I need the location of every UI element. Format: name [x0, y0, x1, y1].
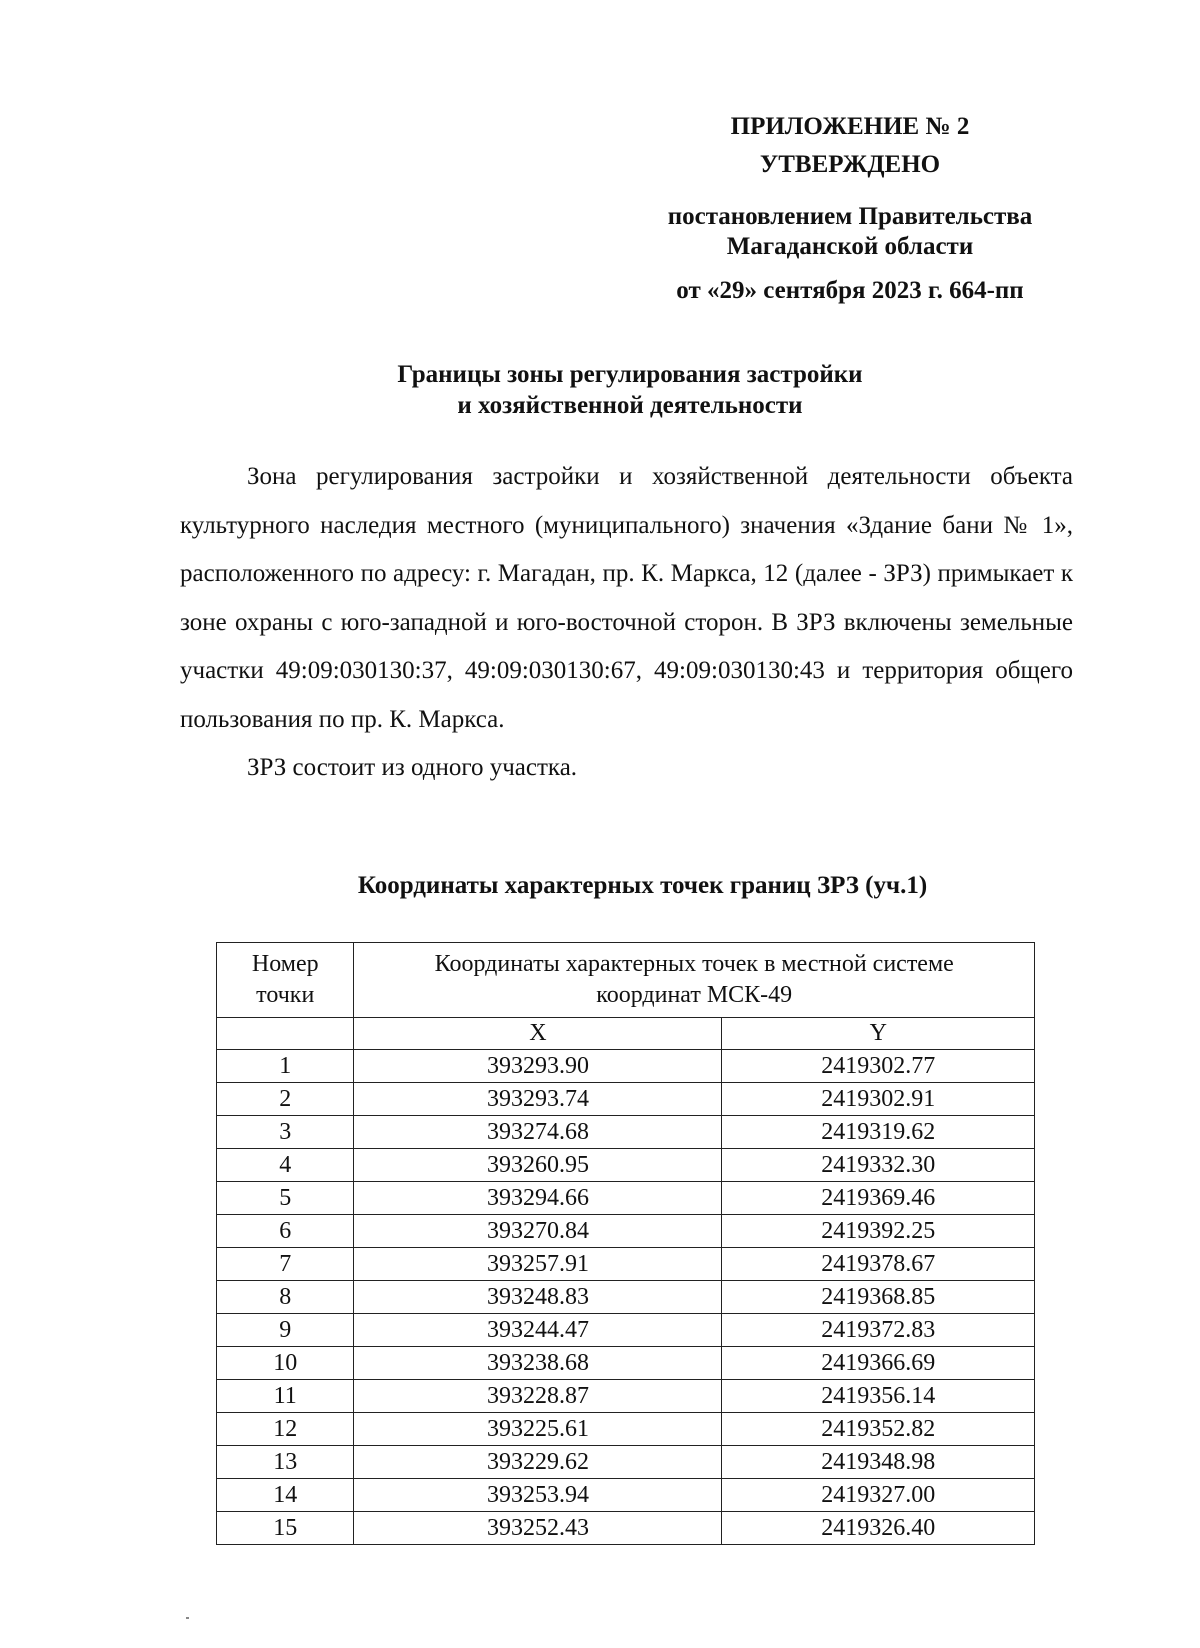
table-row [217, 1281, 1035, 1314]
y-coordinate-cell: 2419352.82 [722, 1413, 1035, 1446]
point-number-cell: 9 [217, 1314, 354, 1347]
x-coordinate-cell: 393229.62 [354, 1446, 722, 1479]
x-coordinate-cell: 393253.94 [354, 1479, 722, 1512]
table-row [217, 1347, 1035, 1380]
y-coordinate-cell: 2419302.91 [722, 1083, 1035, 1116]
y-coordinate-cell: 2419369.46 [722, 1182, 1035, 1215]
x-coordinate-cell: 393225.61 [354, 1413, 722, 1446]
x-coordinate-cell: 393238.68 [354, 1347, 722, 1380]
point-number-cell: 2 [217, 1083, 354, 1116]
appendix-number: ПРИЛОЖЕНИЕ № 2 [730, 113, 970, 140]
x-coordinate-cell: 393274.68 [354, 1116, 722, 1149]
point-number-cell: 5 [217, 1182, 354, 1215]
y-coordinate-cell: 2419356.14 [722, 1380, 1035, 1413]
point-number-cell: 4 [217, 1149, 354, 1182]
decree-date: от «29» сентября 2023 г. 664-пп [676, 277, 1024, 304]
y-coordinate-cell: 2419366.69 [722, 1347, 1035, 1380]
point-number-cell: 7 [217, 1248, 354, 1281]
header-point-number [217, 943, 354, 1018]
scan-speck [186, 1617, 189, 1619]
table-row [217, 1248, 1035, 1281]
table-title: Координаты характерных точек границ ЗРЗ (уч.1) [357, 872, 928, 899]
y-coordinate-cell: 2419302.77 [722, 1050, 1035, 1083]
x-coordinate-cell: 393244.47 [354, 1314, 722, 1347]
y-coordinate-cell: 2419332.30 [722, 1149, 1035, 1182]
table-row [217, 1446, 1035, 1479]
y-coordinate-cell: 2419348.98 [722, 1446, 1035, 1479]
table-row [217, 1512, 1035, 1545]
point-number-cell: 14 [217, 1479, 354, 1512]
x-coordinate-cell: 393248.83 [354, 1281, 722, 1314]
decree-line-1: постановлением Правительства [667, 203, 1033, 230]
approved-label: УТВЕРЖДЕНО [759, 151, 941, 178]
document-title [200, 359, 1060, 421]
y-coordinate-cell: 2419372.83 [722, 1314, 1035, 1347]
table-row [217, 1314, 1035, 1347]
title-line-2: и хозяйственной деятельности [457, 392, 803, 419]
y-coordinate-cell: 2419327.00 [722, 1479, 1035, 1512]
table-header-row [217, 943, 1035, 1018]
x-coordinate-cell: 393257.91 [354, 1248, 722, 1281]
y-coordinate-cell: 2419392.25 [722, 1215, 1035, 1248]
y-coordinate-cell: 2419368.85 [722, 1281, 1035, 1314]
point-number-cell: 10 [217, 1347, 354, 1380]
table-row [217, 1116, 1035, 1149]
table-row [217, 1413, 1035, 1446]
point-number-cell: 6 [217, 1215, 354, 1248]
x-coordinate-cell: 393294.66 [354, 1182, 722, 1215]
header-empty-cell [217, 1018, 354, 1050]
title-line-1: Границы зоны регулирования застройки [397, 361, 863, 388]
paragraph-description: Зона регулирования застройки и хозяйственной деятельности объекта культурного наследия местного (муниципального) значения «Здание бани № 1», расположенного по адресу: г. Магадан, пр. К. Маркса, 12 (далее - ЗРЗ) примыкает к зоне охраны с юго-западной и юго-восточной сторон. В ЗРЗ включены земельные участки 49:09:030130:37, 49:09:030130:67, 49:09:030130:43 и территория общего пользования по пр. К. Маркса. [180, 463, 1073, 733]
point-number-cell: 8 [217, 1281, 354, 1314]
x-coordinate-cell: 393252.43 [354, 1512, 722, 1545]
decree-line-2: Магаданской области [726, 233, 974, 260]
table-row [217, 1149, 1035, 1182]
paragraph-summary: ЗРЗ состоит из одного участка. [247, 754, 578, 781]
coordinates-table [216, 942, 1035, 1545]
y-coordinate-cell: 2419378.67 [722, 1248, 1035, 1281]
table-row [217, 1050, 1035, 1083]
x-coordinate-cell: 393270.84 [354, 1215, 722, 1248]
y-coordinate-cell: 2419319.62 [722, 1116, 1035, 1149]
x-coordinate-cell: 393228.87 [354, 1380, 722, 1413]
approval-block [600, 112, 1100, 306]
table-row [217, 1083, 1035, 1116]
header-point-number-line-1: Номер [251, 951, 319, 977]
header-y: Y [722, 1018, 1035, 1050]
x-coordinate-cell: 393260.95 [354, 1149, 722, 1182]
body-text [180, 453, 1073, 793]
header-coordinates-line-1: Координаты характерных точек в местной системе [434, 951, 954, 977]
table-body [217, 1050, 1035, 1545]
x-coordinate-cell: 393293.74 [354, 1083, 722, 1116]
point-number-cell: 13 [217, 1446, 354, 1479]
point-number-cell: 12 [217, 1413, 354, 1446]
table-row [217, 1380, 1035, 1413]
point-number-cell: 1 [217, 1050, 354, 1083]
point-number-cell: 11 [217, 1380, 354, 1413]
header-coordinates [354, 943, 1035, 1018]
point-number-cell: 3 [217, 1116, 354, 1149]
table-subheader-row [217, 1018, 1035, 1050]
table-row [217, 1182, 1035, 1215]
table-row [217, 1215, 1035, 1248]
table-row [217, 1479, 1035, 1512]
point-number-cell: 15 [217, 1512, 354, 1545]
x-coordinate-cell: 393293.90 [354, 1050, 722, 1083]
y-coordinate-cell: 2419326.40 [722, 1512, 1035, 1545]
header-point-number-line-2: точки [256, 982, 315, 1008]
header-x: X [354, 1018, 722, 1050]
header-coordinates-line-2: координат МСК-49 [596, 982, 793, 1008]
